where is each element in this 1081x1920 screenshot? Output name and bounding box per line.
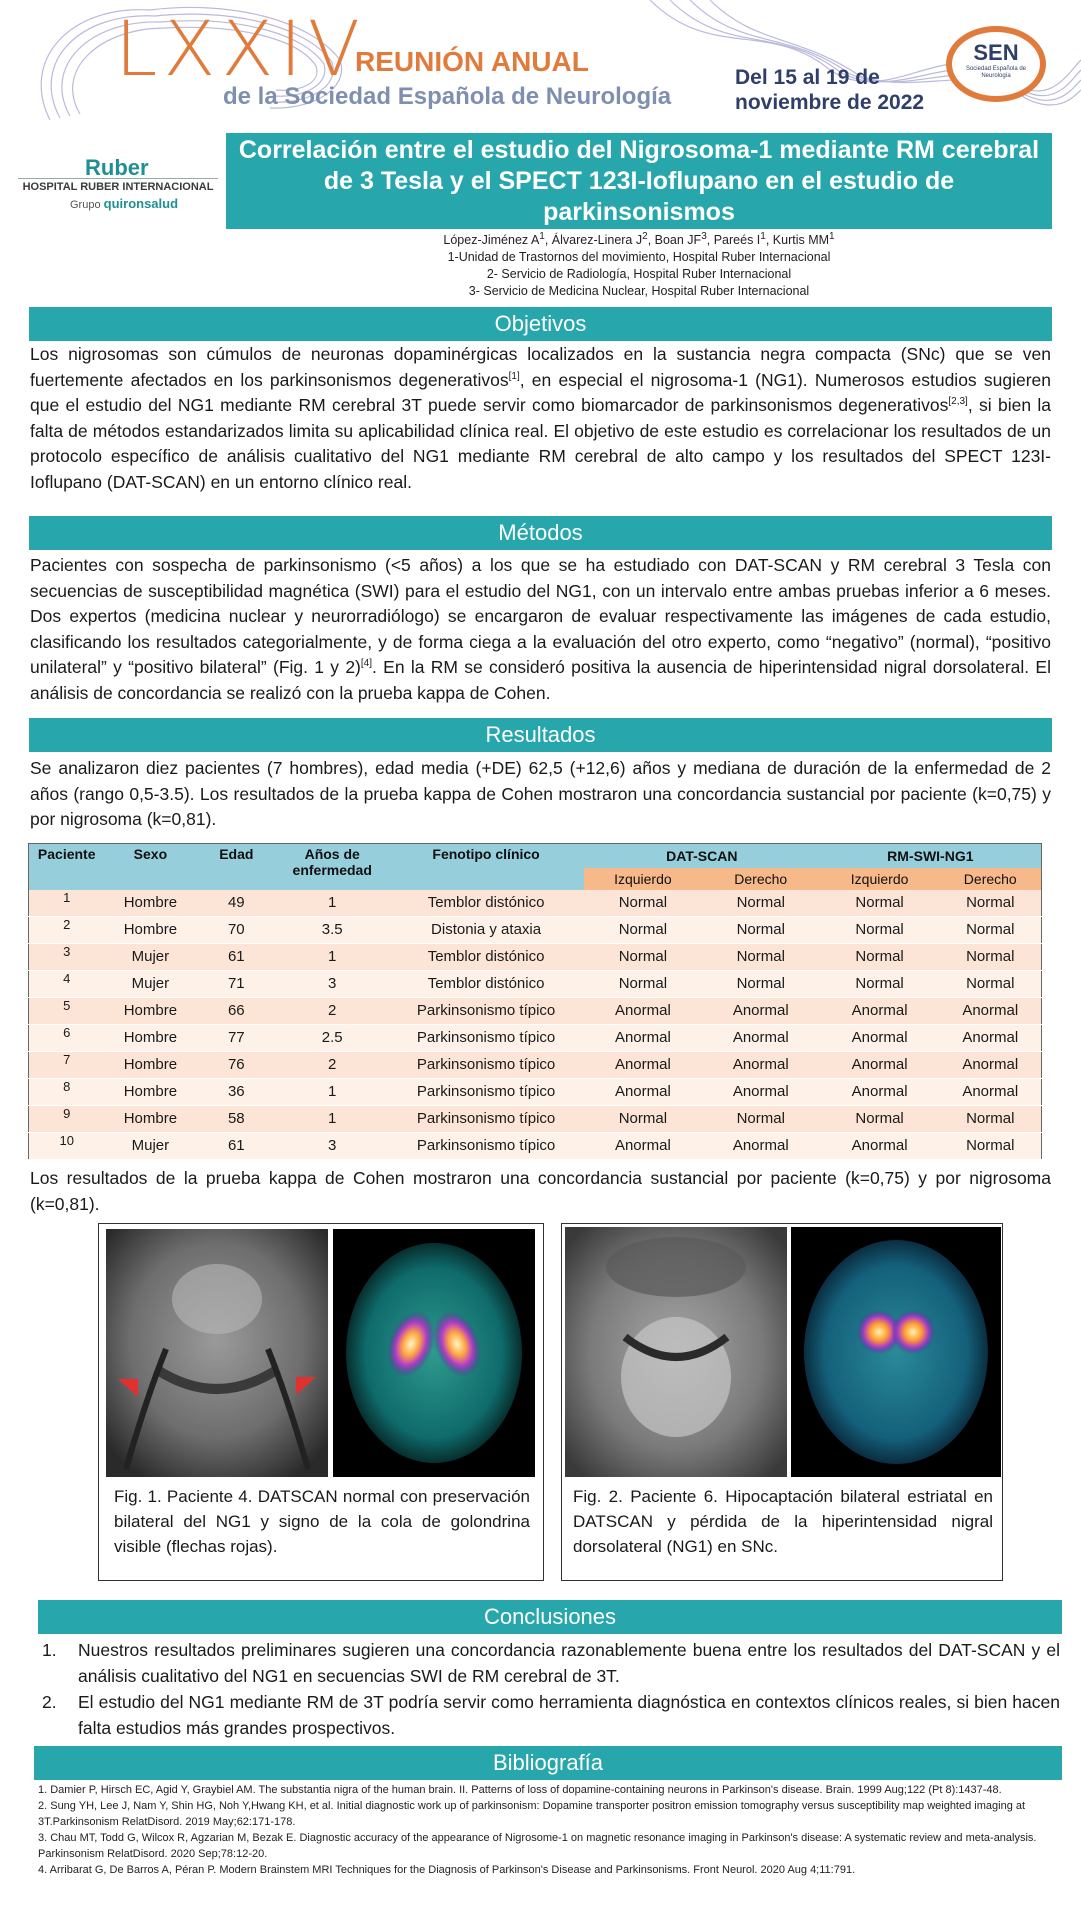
section-heading-resultados: Resultados bbox=[29, 718, 1052, 752]
bibliography-list bbox=[38, 1782, 1060, 1878]
conclusion-text: El estudio del NG1 mediante RM de 3T podría servir como herramienta diagnóstica en contextos clínicos reales, si bien hacen falta estudios más grandes prospectivos. bbox=[78, 1692, 1060, 1738]
col-header: Años de enfermedad bbox=[276, 844, 388, 890]
table-cell: 1 bbox=[276, 1105, 388, 1132]
table-cell: 1 bbox=[29, 890, 105, 917]
author-name: López-Jiménez A bbox=[443, 233, 540, 247]
table-cell: Anormal bbox=[702, 1078, 820, 1105]
bibliography-item: 3. Chau MT, Todd G, Wilcox R, Agzarian M, Bezak E. Diagnostic accuracy of the appearance of Nigrosome-1 on magnetic resonance imaging in Parkinson's disease: A systematic review and meta-analysis. Parkinsonism RelatDisord. 2020 Sep;78:12-20. bbox=[38, 1832, 1037, 1860]
table-cell: Hombre bbox=[104, 1024, 196, 1051]
table-row bbox=[29, 1051, 1042, 1078]
figure-1-spect-image bbox=[333, 1229, 535, 1477]
table-body bbox=[29, 890, 1042, 1160]
section-heading-metodos: Métodos bbox=[29, 516, 1052, 550]
table-cell: Anormal bbox=[702, 1132, 820, 1159]
table-cell: 8 bbox=[29, 1078, 105, 1105]
figure-1-mri-image bbox=[106, 1229, 328, 1477]
table-cell: 58 bbox=[196, 1105, 276, 1132]
resultados-intro: Se analizaron diez pacientes (7 hombres), edad media (+DE) 62,5 (+12,6) años y mediana de duración de la enfermedad de 2 años (rango 0,5-3.5). Los resultados de la prueba kappa de Cohen mostraron una concordancia sustancial por paciente (k=0,75) y por nigrosoma (k=0,81). bbox=[30, 758, 1051, 829]
author-sup: 2 bbox=[642, 230, 648, 242]
objetivos-text bbox=[30, 342, 1051, 495]
conclusiones-list bbox=[40, 1637, 1060, 1741]
figure-2-mri-image bbox=[565, 1227, 787, 1477]
figure-2-caption: Fig. 2. Paciente 6. Hipocaptación bilateral estriatal en DATSCAN y pérdida de la hiperintensidad nigral dorsolateral (NG1) en SNc. bbox=[573, 1487, 993, 1556]
table-cell: Mujer bbox=[104, 970, 196, 997]
table-cell: Normal bbox=[584, 970, 702, 997]
conclusion-text: Nuestros resultados preliminares sugieren una concordancia razonablemente buena entre los resultados del DAT-SCAN y el análisis cualitativo del NG1 en secuencias SWI de RM cerebral de 3T. bbox=[78, 1640, 1060, 1686]
table-cell: Hombre bbox=[104, 1051, 196, 1078]
table-cell: Anormal bbox=[584, 1132, 702, 1159]
table-cell: Normal bbox=[820, 916, 940, 943]
table-cell: 49 bbox=[196, 890, 276, 917]
table-cell: 1 bbox=[276, 943, 388, 970]
table-cell: 3 bbox=[276, 1132, 388, 1159]
figure-1 bbox=[98, 1223, 544, 1581]
table-cell: 3 bbox=[29, 943, 105, 970]
affiliation: 2- Servicio de Radiología, Hospital Ruber Internacional bbox=[486, 267, 792, 281]
results-table bbox=[28, 843, 1042, 1160]
author-names: López-Jiménez $A^1$, Álvarez-Linera $J^2$, Boan $JF^3$, Pareés $I^1$, Kurtis $MM^1$ bbox=[443, 230, 835, 247]
section-heading-bibliografia: Bibliografía bbox=[34, 1746, 1062, 1780]
table-cell: Anormal bbox=[940, 997, 1042, 1024]
table-cell: 77 bbox=[196, 1024, 276, 1051]
table-row bbox=[29, 890, 1042, 917]
table-row bbox=[29, 970, 1042, 997]
meeting-dates bbox=[735, 65, 924, 115]
bibliography-item: 1. Damier P, Hirsch EC, Agid Y, Graybiel AM. The substantia nigra of the human brain. II. Patterns of loss of dopamine-containing neurons in Parkinson's disease. Brain. 1999 Aug;122 (Pt 8):1437-48. bbox=[38, 1784, 1002, 1796]
table-cell: Mujer bbox=[104, 943, 196, 970]
table-cell: 61 bbox=[196, 943, 276, 970]
figure-1-caption: Fig. 1. Paciente 4. DATSCAN normal con preservación bilateral del NG1 y signo de la cola de golondrina visible (flechas rojas). bbox=[114, 1487, 530, 1556]
table-cell: Normal bbox=[940, 890, 1042, 917]
table-cell: Normal bbox=[940, 1105, 1042, 1132]
table-cell: Normal bbox=[584, 943, 702, 970]
sen-logo-subtitle: Sociedad Española de Neurología bbox=[965, 66, 1027, 79]
table-cell: Anormal bbox=[940, 1078, 1042, 1105]
figure-2-spect-image bbox=[791, 1227, 1001, 1477]
table-cell: Parkinsonismo típico bbox=[388, 1051, 584, 1078]
table-row bbox=[29, 1024, 1042, 1051]
table-cell: Anormal bbox=[702, 1024, 820, 1051]
dates-line-1: Del 15 al 19 de bbox=[735, 66, 880, 89]
hospital-logo-name: Ruber bbox=[85, 155, 149, 180]
table-cell: Hombre bbox=[104, 1078, 196, 1105]
table-cell: 2 bbox=[276, 997, 388, 1024]
table-cell: Normal bbox=[702, 916, 820, 943]
group-brand: quironsalud bbox=[103, 196, 179, 211]
table-cell: 1 bbox=[276, 890, 388, 917]
author-sup: 3 bbox=[701, 230, 707, 242]
citation: [1] bbox=[508, 370, 520, 382]
table-cell: 3.5 bbox=[276, 916, 388, 943]
metodos-text bbox=[30, 553, 1051, 706]
table-cell: Normal bbox=[702, 890, 820, 917]
table-cell: Normal bbox=[702, 970, 820, 997]
figure-2 bbox=[561, 1223, 1003, 1581]
table-cell: 10 bbox=[29, 1132, 105, 1159]
text-run: Los nigrosomas son cúmulos de neuronas dopaminérgicas localizados en la sustancia negra compacta (SNc) que se ven fuertemente afectados en los parkinsonismos degenerativos bbox=[30, 344, 1051, 390]
table-row bbox=[29, 916, 1042, 943]
table-cell: 3 bbox=[276, 970, 388, 997]
table-cell: Normal bbox=[702, 943, 820, 970]
citation: [2,3] bbox=[948, 396, 968, 408]
table-cell: 6 bbox=[29, 1024, 105, 1051]
author-name: Pareés I bbox=[713, 233, 761, 247]
table-cell: Normal bbox=[940, 970, 1042, 997]
table-cell: 7 bbox=[29, 1051, 105, 1078]
table-cell: Normal bbox=[820, 890, 940, 917]
table-cell: Normal bbox=[940, 943, 1042, 970]
table-cell: Anormal bbox=[940, 1051, 1042, 1078]
table-cell: Hombre bbox=[104, 1105, 196, 1132]
col-group-header: RM-SWI-NG1 bbox=[820, 844, 1042, 868]
citation: [4] bbox=[360, 658, 373, 670]
meeting-label: REUNIÓN ANUAL bbox=[355, 46, 589, 77]
sen-logo-text: SEN bbox=[973, 40, 1019, 65]
authors-block bbox=[226, 232, 1052, 300]
group-label: Grupo bbox=[70, 199, 101, 211]
table-cell: Anormal bbox=[702, 997, 820, 1024]
table-cell: Temblor distónico bbox=[388, 890, 584, 917]
affiliation: 1-Unidad de Trastornos del movimiento, Hospital Ruber Internacional bbox=[447, 250, 831, 264]
table-cell: Anormal bbox=[820, 1078, 940, 1105]
table-row bbox=[29, 1132, 1042, 1159]
author-sup: 1 bbox=[829, 230, 835, 242]
table-cell: Normal bbox=[702, 1105, 820, 1132]
dates-line-2: noviembre de 2022 bbox=[735, 91, 925, 114]
col-header: Sexo bbox=[104, 844, 196, 890]
table-cell: Anormal bbox=[820, 1051, 940, 1078]
sub-header: Izquierdo bbox=[820, 868, 940, 890]
col-header: Edad bbox=[196, 844, 276, 890]
bibliography-item: 4. Arribarat G, De Barros A, Péran P. Modern Brainstem MRI Techniques for the Diagnosis of Parkinson's Disease and Parkinsonisms. Front Neurol. 2020 Aug 4;11:791. bbox=[38, 1864, 856, 1876]
author-sup: 1 bbox=[760, 230, 766, 242]
sub-header: Izquierdo bbox=[584, 868, 702, 890]
table-cell: 71 bbox=[196, 970, 276, 997]
affiliation: 3- Servicio de Medicina Nuclear, Hospital Ruber Internacional bbox=[468, 284, 810, 298]
society-name: de la Sociedad Española de Neurología bbox=[223, 83, 672, 110]
table-cell: 61 bbox=[196, 1132, 276, 1159]
table-cell: Anormal bbox=[584, 1024, 702, 1051]
table-cell: Parkinsonismo típico bbox=[388, 997, 584, 1024]
table-cell: Normal bbox=[940, 916, 1042, 943]
table-cell: Temblor distónico bbox=[388, 943, 584, 970]
table-cell: Anormal bbox=[940, 1024, 1042, 1051]
section-heading-objetivos: Objetivos bbox=[29, 307, 1052, 341]
table-cell: Hombre bbox=[104, 916, 196, 943]
table-cell: Anormal bbox=[584, 997, 702, 1024]
text-run: Pacientes con sospecha de parkinsonismo (<5 años) a los que se ha estudiado con DAT-SCAN y RM cerebral 3 Tesla con secuencias de susceptibilidad magnética (SWI) para el estudio del NG1, con un intervalo entre ambas pruebas inferior a 6 meses. Dos expertos (medicina nuclear y neurorradiólogo) se encargaron de evaluar respectivamente las imágenes de cada estudio, clasificando los resultados categorialmente, y de forma ciega a la evaluación del otro experto, como “negativo” (normal), “positivo unilateral” y “positivo bilateral” (Fig. 1 y 2) bbox=[30, 555, 1051, 677]
table-cell: Anormal bbox=[584, 1051, 702, 1078]
table-cell: Parkinsonismo típico bbox=[388, 1024, 584, 1051]
bibliography-item: 2. Sung YH, Lee J, Nam Y, Shin HG, Noh Y,Hwang KH, et al. Initial diagnostic work up of parkinsonism: Dopamine transporter positron emission tomography versus susceptibility map weighted imaging at 3T.Parkinsonism RelatDisord. 2019 May;62:171-178. bbox=[38, 1800, 1026, 1828]
table-cell: 66 bbox=[196, 997, 276, 1024]
table-row bbox=[29, 997, 1042, 1024]
table-cell: Hombre bbox=[104, 997, 196, 1024]
author-sup: 1 bbox=[539, 230, 545, 242]
text-run: , si bien la falta de métodos estandarizados limita su aplicabilidad clínica real. El objetivo de este estudio es correlacionar los resultados de un protocolo específico de análisis cualitativo del NG1 mediante RM cerebral de alto campo y los resultados del SPECT 123I-Ioflupano (DAT-SCAN) en un entorno clínico real. bbox=[30, 395, 1051, 492]
table-cell: Normal bbox=[584, 916, 702, 943]
col-group-header: DAT-SCAN bbox=[584, 844, 820, 868]
table-cell: 2 bbox=[29, 916, 105, 943]
conclusion-item bbox=[40, 1689, 1060, 1741]
table-cell: Normal bbox=[820, 970, 940, 997]
table-cell: 76 bbox=[196, 1051, 276, 1078]
table-cell: Temblor distónico bbox=[388, 970, 584, 997]
table-cell: Normal bbox=[940, 1132, 1042, 1159]
table-cell: Anormal bbox=[584, 1078, 702, 1105]
section-heading-conclusiones: Conclusiones bbox=[38, 1600, 1062, 1634]
table-cell: Parkinsonismo típico bbox=[388, 1105, 584, 1132]
table-cell: 5 bbox=[29, 997, 105, 1024]
col-header: Paciente bbox=[29, 844, 105, 890]
table-cell: Hombre bbox=[104, 890, 196, 917]
table-cell: Anormal bbox=[702, 1051, 820, 1078]
table-cell: 2.5 bbox=[276, 1024, 388, 1051]
table-cell: 4 bbox=[29, 970, 105, 997]
table-cell: Mujer bbox=[104, 1132, 196, 1159]
table-cell: 1 bbox=[276, 1078, 388, 1105]
table-row bbox=[29, 943, 1042, 970]
conclusion-number: 2. bbox=[42, 1692, 57, 1712]
hospital-group bbox=[70, 196, 178, 211]
sub-header: Derecho bbox=[940, 868, 1042, 890]
table-cell: 9 bbox=[29, 1105, 105, 1132]
table-cell: 2 bbox=[276, 1051, 388, 1078]
conclusion-number: 1. bbox=[42, 1640, 57, 1660]
table-cell: Anormal bbox=[820, 997, 940, 1024]
table-cell: Normal bbox=[820, 943, 940, 970]
table-cell: Parkinsonismo típico bbox=[388, 1078, 584, 1105]
table-cell: Anormal bbox=[820, 1024, 940, 1051]
meeting-number: LXXIV bbox=[115, 4, 366, 93]
table-cell: Anormal bbox=[820, 1132, 940, 1159]
resultados-after-table: Los resultados de la prueba kappa de Cohen mostraron una concordancia sustancial por paciente (k=0,75) y por nigrosoma (k=0,81). bbox=[30, 1168, 1051, 1214]
poster-title: Correlación entre el estudio del Nigrosoma-1 mediante RM cerebral de 3 Tesla y el SPECT 123I-Ioflupano en el estudio de parkinsonismos bbox=[226, 133, 1052, 229]
author-name: Boan JF bbox=[654, 233, 702, 247]
conclusion-item bbox=[40, 1637, 1060, 1689]
table-cell: Parkinsonismo típico bbox=[388, 1132, 584, 1159]
text-run: . En la RM se consideró positiva la ausencia de hiperintensidad nigral dorsolateral. El análisis de concordancia se realizó con la prueba kappa de Cohen. bbox=[30, 657, 1051, 703]
table-cell: 70 bbox=[196, 916, 276, 943]
table-cell: Normal bbox=[584, 890, 702, 917]
table-cell: 36 bbox=[196, 1078, 276, 1105]
hospital-full-name: HOSPITAL RUBER INTERNACIONAL bbox=[18, 178, 218, 193]
author-name: Álvarez-Linera J bbox=[551, 233, 643, 247]
table-cell: Distonia y ataxia bbox=[388, 916, 584, 943]
col-header: Fenotipo clínico bbox=[388, 844, 584, 890]
table-row bbox=[29, 1078, 1042, 1105]
sub-header: Derecho bbox=[702, 868, 820, 890]
table-cell: Normal bbox=[584, 1105, 702, 1132]
text-run: , en especial el nigrosoma-1 (NG1). Numerosos estudios sugieren que el estudio del NG1 mediante RM cerebral 3T puede servir como biomarcador de parkinsonismos degenerativos bbox=[30, 369, 1051, 415]
table-cell: Normal bbox=[820, 1105, 940, 1132]
table-row bbox=[29, 1105, 1042, 1132]
author-name: Kurtis MM bbox=[772, 233, 830, 247]
